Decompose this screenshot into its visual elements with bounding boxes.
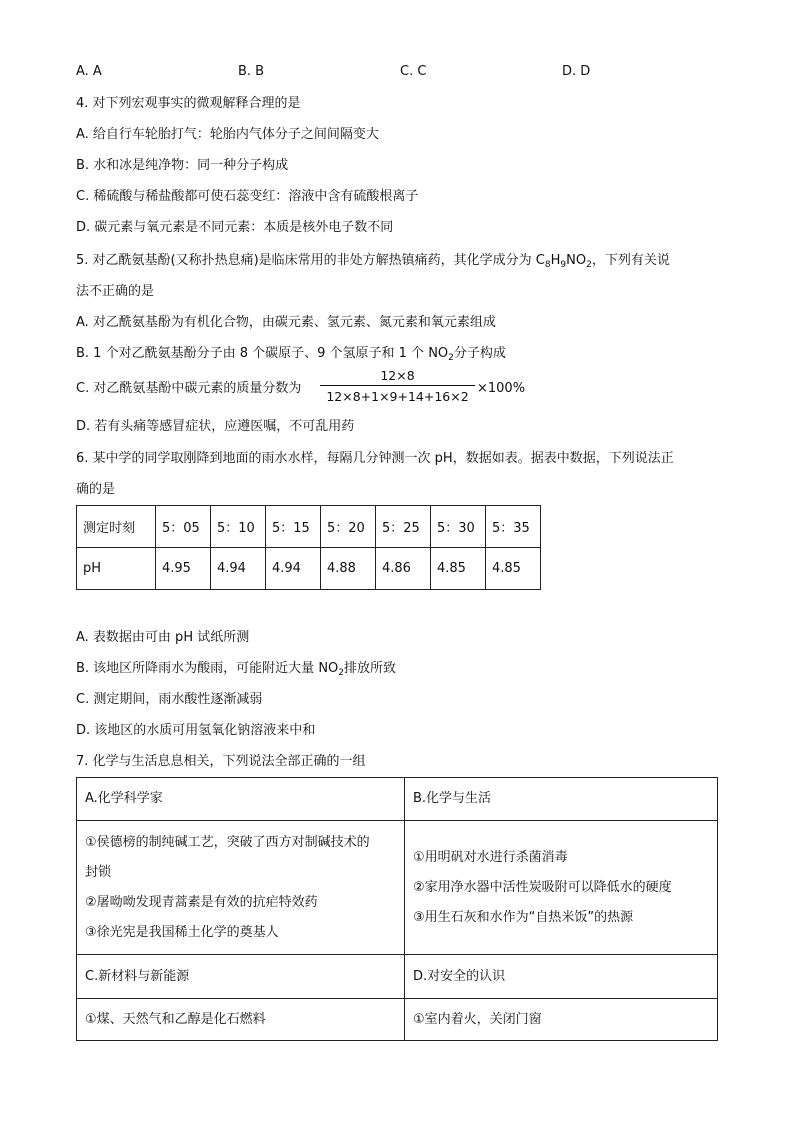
option-a-title: A.化学科学家 (77, 778, 405, 821)
table-header-ph: pH (77, 548, 156, 590)
fraction-denominator: 12×8+1×9+14+16×2 (326, 389, 469, 404)
table-row (77, 778, 718, 821)
table-cell: 5：15 (266, 506, 321, 548)
table-cell: 5：05 (156, 506, 211, 548)
table-cell: 4.85 (431, 548, 486, 590)
q3-option-c: C. C (400, 64, 427, 79)
q5-option-a: A. 对乙酰氨基酚为有机化合物，由碳元素、氢元素、氮元素和氧元素组成 (76, 315, 496, 330)
q4-option-c: C. 稀硫酸与稀盐酸都可使石蕊变红：溶液中含有硫酸根离子 (76, 189, 419, 204)
table-row (77, 955, 718, 999)
q4-option-a: A. 给自行车轮胎打气：轮胎内气体分子之间间隔变大 (76, 127, 379, 142)
list-item: ②家用净水器中活性炭吸附可以降低水的硬度 (413, 879, 672, 895)
list-item: ③徐光宪是我国稀土化学的奠基人 (85, 924, 279, 940)
table-cell: 5：30 (431, 506, 486, 548)
option-d-content (405, 999, 718, 1041)
mass-fraction-formula (320, 368, 475, 404)
q6-option-b: B. 该地区所降雨水为酸雨，可能附近大量 $NO_2$排放所致 (76, 661, 397, 678)
fraction-numerator: 12×8 (320, 368, 475, 386)
list-item: ①室内着火，关闭门窗 (413, 1011, 542, 1027)
table-cell: 4.94 (266, 548, 321, 590)
table-header-time: 测定时刻 (77, 506, 156, 548)
q5-option-c-label: C. 对乙酰氨基酚中碳元素的质量分数为 (76, 381, 302, 396)
q5-stem-line1: 5. 对乙酰氨基酚(又称扑热息痛)是临床常用的非处方解热镇痛药，其化学成分为 $C_8H_9NO_2$，下列有关说 (76, 253, 670, 270)
list-item: 封锁 (85, 864, 112, 880)
list-item: ②屠呦呦发现青蒿素是有效的抗疟特效药 (85, 894, 318, 910)
q5-option-d: D. 若有头痛等感冒症状，应遵医嘱，不可乱用药 (76, 419, 355, 434)
table-cell: 4.95 (156, 548, 211, 590)
table-cell: 4.88 (321, 548, 376, 590)
q3-option-d: D. D (562, 64, 591, 79)
table-cell: 5：35 (486, 506, 541, 548)
q6-stem-line1: 6. 某中学的同学取刚降到地面的雨水水样，每隔几分钟测一次 pH，数据如表。据表中数据，下列说法正 (76, 451, 674, 466)
option-d-title: D.对安全的认识 (405, 955, 718, 999)
table-cell: 5：20 (321, 506, 376, 548)
table-row (77, 999, 718, 1041)
table-cell: 4.86 (376, 548, 431, 590)
q5-option-b: B. 1 个对乙酰氨基酚分子由 8 个碳原子、9 个氢原子和 1 个 $NO_2$分子构成 (76, 346, 506, 363)
q3-option-b: B. B (238, 64, 265, 79)
option-b-title: B.化学与生活 (405, 778, 718, 821)
q5-option-c-suffix: ×100% (477, 381, 526, 396)
table-cell: 4.94 (211, 548, 266, 590)
list-item: ①侯德榜的制纯碱工艺，突破了西方对制碱技术的 (85, 834, 370, 850)
option-c-content (77, 999, 405, 1041)
q3-option-a: A. A (76, 64, 102, 79)
table-row (77, 821, 718, 955)
table-cell: 5：25 (376, 506, 431, 548)
ph-data-table (76, 505, 541, 590)
list-item: ①用明矾对水进行杀菌消毒 (413, 849, 568, 865)
q6-stem-line2: 确的是 (76, 482, 116, 497)
option-c-title: C.新材料与新能源 (77, 955, 405, 999)
q7-stem: 7. 化学与生活息息相关，下列说法全部正确的一组 (76, 754, 366, 769)
q7-options-table (76, 777, 718, 1041)
table-row (77, 548, 541, 590)
list-item: ①煤、天然气和乙醇是化石燃料 (85, 1011, 266, 1027)
q6-option-c: C. 测定期间，雨水酸性逐渐减弱 (76, 692, 263, 707)
table-row (77, 506, 541, 548)
option-a-content (77, 821, 405, 955)
q5-stem-line2: 法不正确的是 (76, 284, 155, 299)
q4-option-d: D. 碳元素与氧元素是不同元素：本质是核外电子数不同 (76, 220, 394, 235)
option-b-content (405, 821, 718, 955)
q6-option-d: D. 该地区的水质可用氢氧化钠溶液来中和 (76, 723, 316, 738)
table-cell: 4.85 (486, 548, 541, 590)
q4-stem: 4. 对下列宏观事实的微观解释合理的是 (76, 96, 301, 111)
table-cell: 5：10 (211, 506, 266, 548)
list-item: ③用生石灰和水作为“自热米饭”的热源 (413, 909, 634, 925)
q4-option-b: B. 水和冰是纯净物：同一种分子构成 (76, 158, 289, 173)
q6-option-a: A. 表数据由可由 pH 试纸所测 (76, 630, 250, 645)
